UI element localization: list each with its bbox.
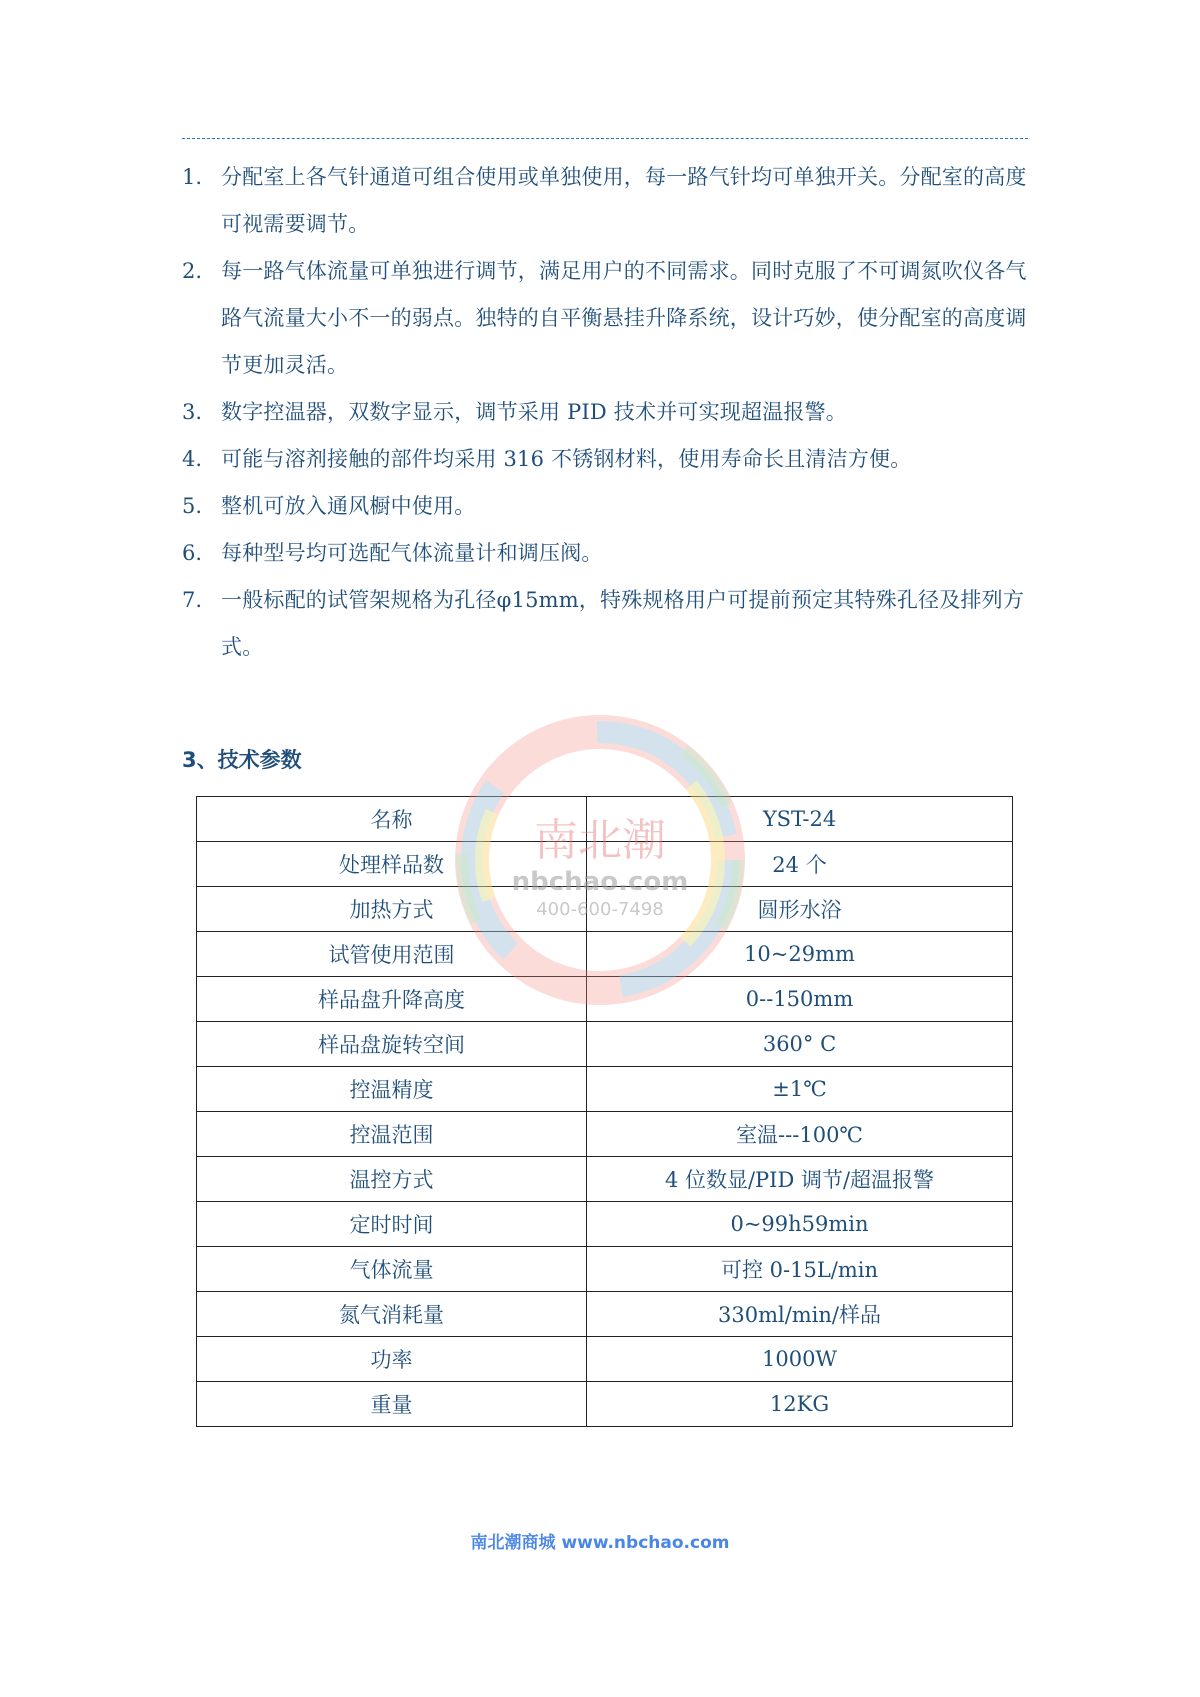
watermark-phone: 400-600-7498: [536, 899, 664, 920]
param-value: 可控 0-15L/min: [587, 1247, 1013, 1292]
feature-text: 每一路气体流量可单独进行调节，满足用户的不同需求。同时克服了不可调氮吹仪各气路气流量大小不一的弱点。独特的自平衡悬挂升降系统，设计巧妙，使分配室的高度调节更加灵活。: [221, 259, 1027, 377]
table-row: [197, 1382, 1013, 1427]
param-value: 4 位数显/PID 调节/超温报警: [587, 1157, 1013, 1202]
param-key: 试管使用范围: [197, 932, 587, 977]
param-key: 处理样品数: [197, 842, 587, 887]
feature-item-7: [182, 577, 1028, 671]
feature-number: 4.: [182, 447, 203, 471]
feature-number: 7.: [182, 588, 203, 612]
feature-item-5: [182, 483, 1028, 530]
feature-number: 5.: [182, 494, 203, 518]
param-key: 控温精度: [197, 1067, 587, 1112]
param-value: 1000W: [587, 1337, 1013, 1382]
table-row: [197, 887, 1013, 932]
feature-number: 1.: [182, 165, 203, 189]
feature-number: 3.: [182, 400, 203, 424]
table-row: [197, 797, 1013, 842]
section-heading: 3、技术参数: [182, 748, 302, 772]
feature-item-6: [182, 530, 1028, 577]
param-value: 0~99h59min: [587, 1202, 1013, 1247]
feature-item-1: [182, 154, 1028, 248]
param-value: 圆形水浴: [587, 887, 1013, 932]
param-key: 重量: [197, 1382, 587, 1427]
feature-list: [182, 154, 1028, 671]
param-key: 定时时间: [197, 1202, 587, 1247]
param-value: 0--150mm: [587, 977, 1013, 1022]
feature-item-2: [182, 248, 1028, 389]
param-key: 加热方式: [197, 887, 587, 932]
feature-text: 数字控温器，双数字显示，调节采用 PID 技术并可实现超温报警。: [221, 400, 848, 424]
feature-text: 可能与溶剂接触的部件均采用 316 不锈钢材料，使用寿命长且清洁方便。: [221, 447, 912, 471]
table-row: [197, 1157, 1013, 1202]
param-key: 气体流量: [197, 1247, 587, 1292]
feature-text: 每种型号均可选配气体流量计和调压阀。: [221, 541, 603, 565]
table-row: [197, 1247, 1013, 1292]
watermark-brand: 南北潮: [534, 815, 666, 866]
feature-text: 整机可放入通风橱中使用。: [221, 494, 476, 518]
param-value: 360° C: [587, 1022, 1013, 1067]
table-row: [197, 1292, 1013, 1337]
param-key: 氮气消耗量: [197, 1292, 587, 1337]
feature-number: 2.: [182, 259, 203, 283]
param-key: 控温范围: [197, 1112, 587, 1157]
param-key: 样品盘旋转空间: [197, 1022, 587, 1067]
feature-item-4: [182, 436, 1028, 483]
param-value: 10~29mm: [587, 932, 1013, 977]
feature-text: 一般标配的试管架规格为孔径φ15mm，特殊规格用户可提前预定其特殊孔径及排列方式。: [221, 588, 1025, 659]
footer-link[interactable]: 南北潮商城 www.nbchao.com: [470, 1533, 730, 1553]
table-row: [197, 1337, 1013, 1382]
param-key: 温控方式: [197, 1157, 587, 1202]
watermark-site: nbchao.com: [511, 867, 689, 897]
feature-item-3: [182, 389, 1028, 436]
table-row: [197, 842, 1013, 887]
feature-text: 分配室上各气针通道可组合使用或单独使用，每一路气针均可单独开关。分配室的高度可视需要调节。: [221, 165, 1027, 236]
table-row: [197, 932, 1013, 977]
table-row: [197, 1202, 1013, 1247]
top-dashed-divider: [182, 138, 1028, 139]
table-row: [197, 1112, 1013, 1157]
param-value: ±1℃: [587, 1067, 1013, 1112]
table-row: [197, 1067, 1013, 1112]
param-key: 功率: [197, 1337, 587, 1382]
table-row: [197, 977, 1013, 1022]
param-value: YST-24: [587, 797, 1013, 842]
feature-number: 6.: [182, 541, 203, 565]
param-value: 12KG: [587, 1382, 1013, 1427]
param-value: 室温---100℃: [587, 1112, 1013, 1157]
spec-table: [196, 796, 1013, 1427]
param-key: 名称: [197, 797, 587, 842]
param-value: 24 个: [587, 842, 1013, 887]
param-key: 样品盘升降高度: [197, 977, 587, 1022]
table-row: [197, 1022, 1013, 1067]
param-value: 330ml/min/样品: [587, 1292, 1013, 1337]
